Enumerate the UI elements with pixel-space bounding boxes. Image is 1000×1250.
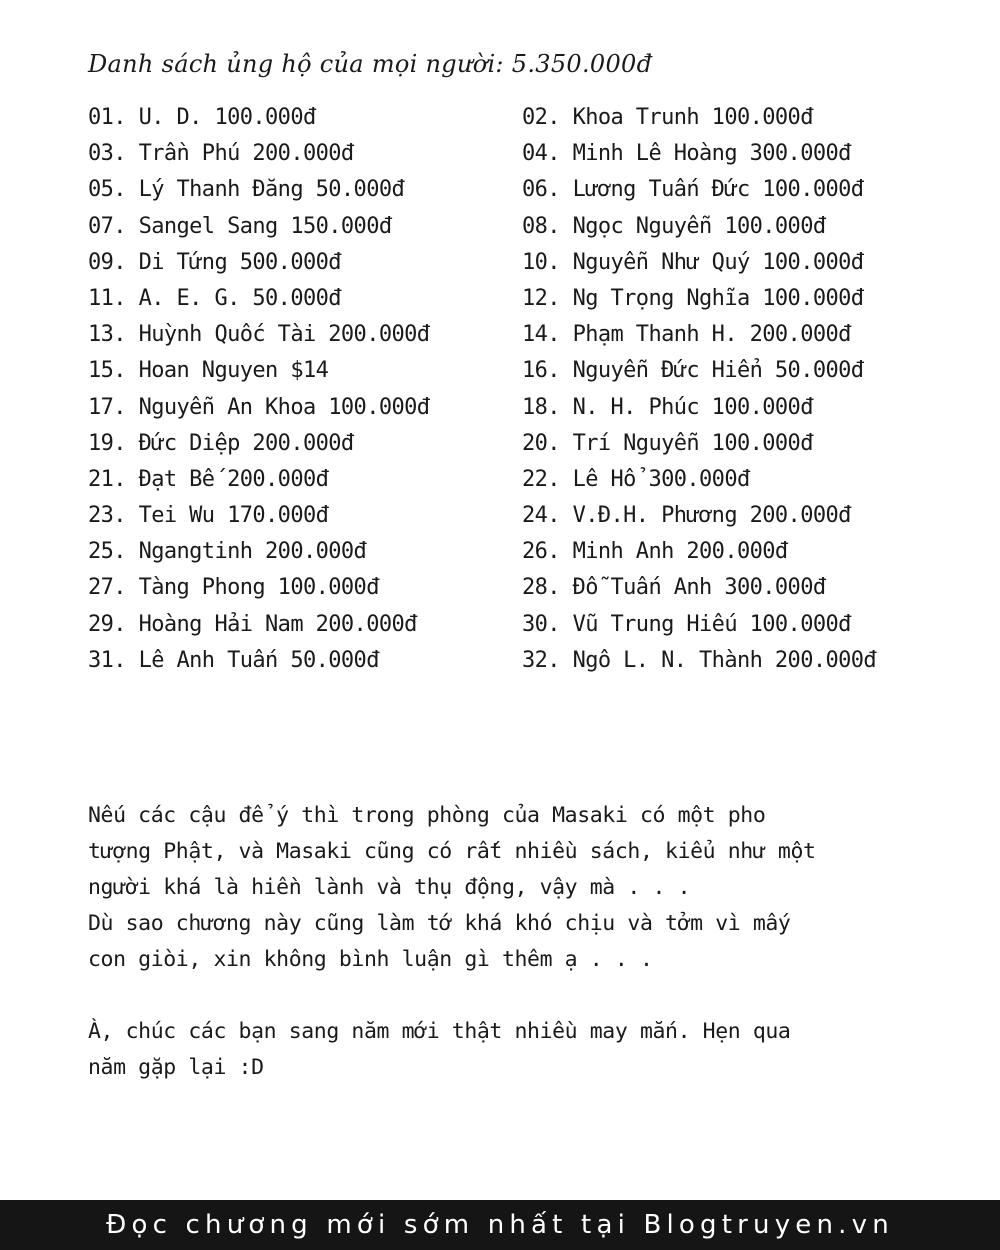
donor-item: 05. Lý Thanh Đăng 50.000đ — [88, 177, 405, 203]
donor-item: 07. Sangel Sang 150.000đ — [88, 213, 392, 239]
donor-item: 02. Khoa Trunh 100.000đ — [522, 105, 813, 130]
donor-item: 32. Ngô L. N. Thành 200.000đ — [522, 647, 877, 673]
translator-note — [88, 798, 928, 1086]
donor-item: 15. Hoan Nguyen $14 — [88, 358, 329, 384]
donor-item: 23. Tei Wu 170.000đ — [88, 503, 329, 529]
footer-banner-text: Đọc chương mới sớm nhất tại Blogtruyen.vn — [106, 1210, 894, 1240]
donor-item: 14. Phạm Thanh H. 200.000đ — [522, 322, 851, 348]
donor-item: 10. Nguyễn Như Quý 100.000đ — [522, 249, 864, 275]
donor-item: 24. V.Đ.H. Phương 200.000đ — [522, 503, 851, 529]
donor-item: 17. Nguyễn An Khoa 100.000đ — [88, 394, 430, 420]
note-line: năm gặp lại :D — [88, 1055, 264, 1080]
donor-item: 12. Ng Trọng Nghĩa 100.000đ — [522, 285, 864, 311]
donor-item: 20. Trí Nguyễn 100.000đ — [522, 430, 813, 456]
donor-item: 31. Lê Anh Tuấn 50.000đ — [88, 647, 379, 673]
donor-item: 30. Vũ Trung Hiếu 100.000đ — [522, 611, 851, 637]
donor-item: 26. Minh Anh 200.000đ — [522, 539, 788, 565]
donor-item: 25. Ngangtinh 200.000đ — [88, 539, 367, 565]
donor-item: 08. Ngọc Nguyễn 100.000đ — [522, 213, 826, 239]
note-line: tượng Phật, và Masaki cũng có rất nhiều sách, kiểu như một — [88, 839, 816, 864]
donor-item: 04. Minh Lê Hoàng 300.000đ — [522, 141, 851, 167]
donor-item: 27. Tàng Phong 100.000đ — [88, 575, 379, 601]
donor-item: 01. U. D. 100.000đ — [88, 105, 316, 130]
donor-item: 29. Hoàng Hải Nam 200.000đ — [88, 611, 417, 637]
donor-item: 18. N. H. Phúc 100.000đ — [522, 394, 813, 420]
page-title: Danh sách ủng hộ của mọi người: 5.350.000đ — [88, 50, 653, 78]
donor-item: 13. Huỳnh Quốc Tài 200.000đ — [88, 322, 430, 348]
donor-item: 03. Trần Phú 200.000đ — [88, 141, 354, 167]
donor-item: 21. Đạt Bế 200.000đ — [88, 466, 329, 492]
note-line: Nếu các cậu để ý thì trong phòng của Masaki có một pho — [88, 803, 766, 828]
note-spacer — [88, 978, 928, 1014]
donor-item: 19. Đức Diệp 200.000đ — [88, 430, 354, 456]
donor-list — [88, 100, 928, 679]
footer-banner — [0, 1200, 1000, 1250]
donor-item: 22. Lê Hổ 300.000đ — [522, 466, 750, 492]
note-line: con giòi, xin không bình luận gì thêm ạ . . . — [88, 947, 653, 972]
donor-item: 09. Di Tứng 500.000đ — [88, 249, 341, 275]
donor-item: 11. A. E. G. 50.000đ — [88, 285, 341, 311]
note-line: À, chúc các bạn sang năm mới thật nhiều may mắn. Hẹn qua — [88, 1019, 791, 1044]
donor-item: 16. Nguyễn Đức Hiển 50.000đ — [522, 358, 864, 384]
donor-item: 28. Đỗ Tuấn Anh 300.000đ — [522, 575, 826, 601]
note-line: Dù sao chương này cũng làm tớ khá khó chịu và tởm vì mấy — [88, 911, 791, 936]
note-line: người khá là hiền lành và thụ động, vậy mà . . . — [88, 875, 691, 900]
donor-item: 06. Lương Tuấn Đức 100.000đ — [522, 177, 864, 203]
